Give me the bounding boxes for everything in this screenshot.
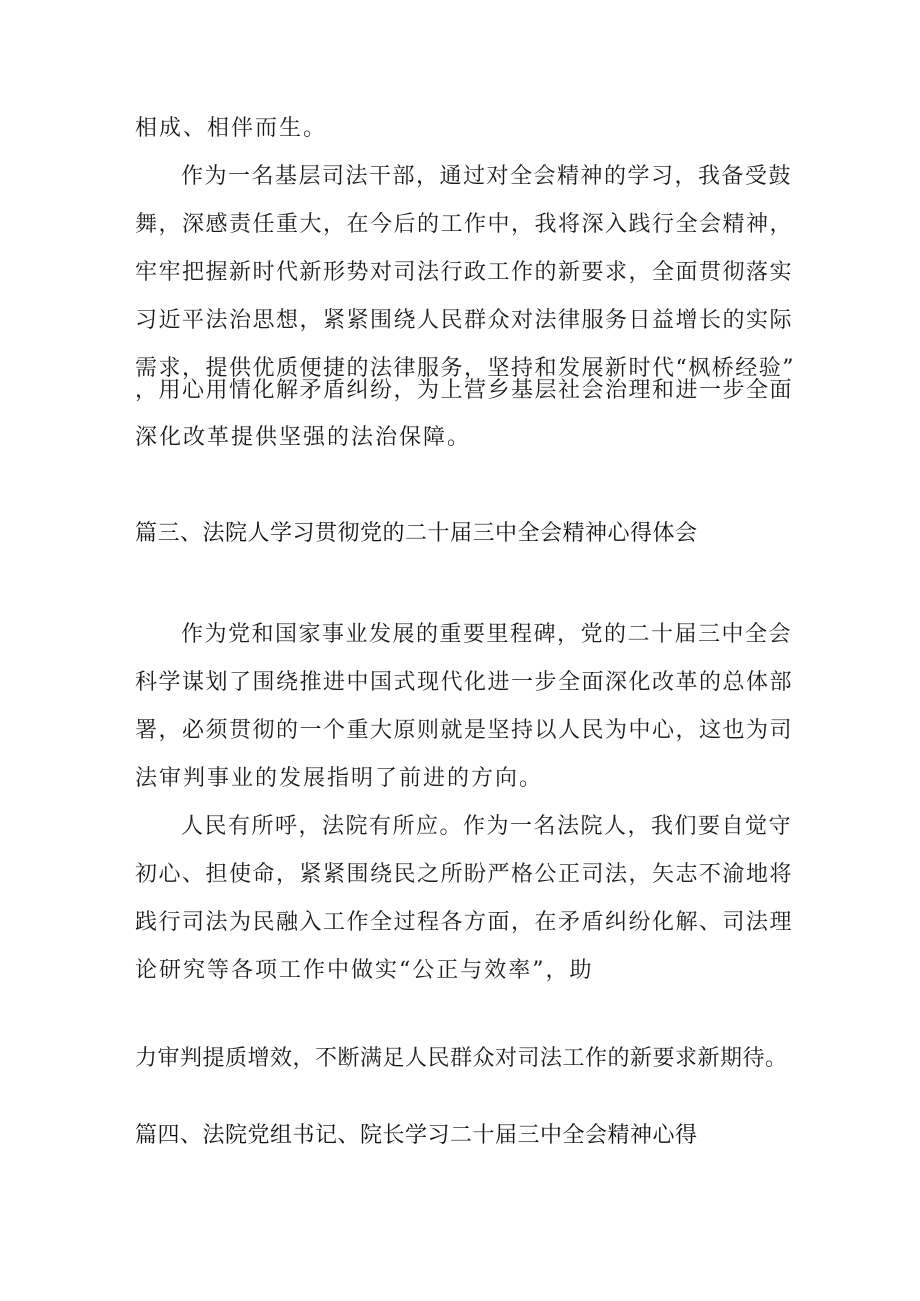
paragraph-line: 相成、相伴而生。 xyxy=(135,116,328,141)
paragraph-line: 初心、担使命，紧紧围绕民之所盼严格公正司法，矢志不渝地将 xyxy=(135,862,794,887)
paragraph-line: 作为一名基层司法干部，通过对全会精神的学习，我备受鼓 xyxy=(181,164,793,189)
paragraph-line: 舞，深感责任重大，在今后的工作中，我将深入践行全会精神， xyxy=(135,212,794,237)
paragraph-line: 作为党和国家事业发展的重要里程碑，党的二十届三中全会 xyxy=(181,622,793,647)
paragraph-line: 科学谋划了围绕推进中国式现代化进一步全面深化改革的总体部 xyxy=(135,670,794,695)
paragraph-line: 践行司法为民融入工作全过程各方面，在矛盾纠纷化解、司法理 xyxy=(135,910,794,935)
paragraph-line: 论研究等各项工作中做实“公正与效率”，助 xyxy=(135,958,594,983)
paragraph-line: 力审判提质增效，不断满足人民群众对司法工作的新要求新期待。 xyxy=(135,1046,788,1071)
paragraph-line: 法审判事业的发展指明了前进的方向。 xyxy=(135,766,544,791)
paragraph-line: 深化改革提供坚强的法治保障。 xyxy=(135,425,472,450)
paragraph-line: ，用心用情化解矛盾纠纷，为上营乡基层社会治理和进一步全面 xyxy=(135,378,794,403)
paragraph-line: 牢牢把握新时代新形势对司法行政工作的新要求，全面贯彻落实 xyxy=(135,260,794,285)
paragraph-line: 习近平法治思想，紧紧围绕人民群众对法律服务日益增长的实际 xyxy=(135,308,794,333)
paragraph-line: 署，必须贯彻的一个重大原则就是坚持以人民为中心，这也为司 xyxy=(135,718,794,743)
section-heading-3: 篇三、法院人学习贯彻党的二十届三中全会精神心得体会 xyxy=(135,521,698,546)
paragraph-line: 人民有所呼，法院有所应。作为一名法院人，我们要自觉守 xyxy=(181,814,793,839)
paragraph-line: 需求，提供优质便捷的法律服务，坚持和发展新时代“枫桥经验” xyxy=(135,356,795,381)
section-heading-4: 篇四、法院党组书记、院长学习二十届三中全会精神心得 xyxy=(135,1123,698,1148)
